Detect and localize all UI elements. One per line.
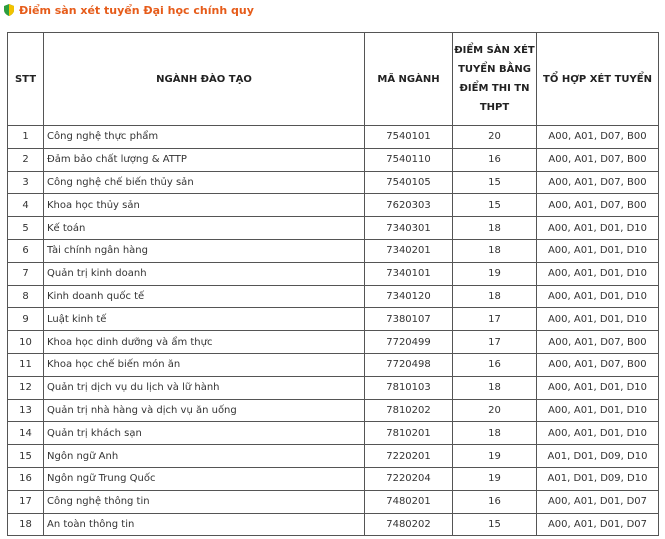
table-row — [8, 148, 659, 171]
cell-combo: A00, A01, D01, D10 — [537, 422, 659, 445]
cell-score: 17 — [453, 331, 537, 354]
cell-score: 19 — [453, 262, 537, 285]
cell-stt: 15 — [8, 445, 44, 468]
cell-stt: 6 — [8, 239, 44, 262]
header-combo: TỔ HỢP XÉT TUYỂN — [537, 33, 659, 126]
table-header-row — [8, 33, 659, 126]
cell-major: Quản trị dịch vụ du lịch và lữ hành — [44, 376, 365, 399]
cell-stt: 14 — [8, 422, 44, 445]
cell-score: 18 — [453, 217, 537, 240]
cell-major: An toàn thông tin — [44, 513, 365, 536]
cell-code: 7220201 — [365, 445, 453, 468]
cell-major: Quản trị nhà hàng và dịch vụ ăn uống — [44, 399, 365, 422]
header-code: MÃ NGÀNH — [365, 33, 453, 126]
cell-score: 20 — [453, 126, 537, 149]
table-row — [8, 422, 659, 445]
cell-code: 7480201 — [365, 490, 453, 513]
cell-score: 18 — [453, 285, 537, 308]
cell-major: Khoa học thủy sản — [44, 194, 365, 217]
cell-major: Đảm bảo chất lượng & ATTP — [44, 148, 365, 171]
cell-major: Ngôn ngữ Anh — [44, 445, 365, 468]
table-row — [8, 239, 659, 262]
table-row — [8, 194, 659, 217]
table-row — [8, 217, 659, 240]
cell-stt: 4 — [8, 194, 44, 217]
cell-major: Khoa học chế biến món ăn — [44, 353, 365, 376]
cell-major: Khoa học dinh dưỡng và ẩm thực — [44, 331, 365, 354]
cell-stt: 1 — [8, 126, 44, 149]
cell-major: Tài chính ngân hàng — [44, 239, 365, 262]
cell-score: 16 — [453, 353, 537, 376]
cell-code: 7540110 — [365, 148, 453, 171]
cell-combo: A00, A01, D01, D10 — [537, 239, 659, 262]
cell-stt: 17 — [8, 490, 44, 513]
cell-combo: A00, A01, D01, D07 — [537, 513, 659, 536]
table-row — [8, 126, 659, 149]
cell-code: 7340120 — [365, 285, 453, 308]
cell-code: 7540101 — [365, 126, 453, 149]
cell-major: Quản trị khách sạn — [44, 422, 365, 445]
table-row — [8, 513, 659, 536]
cell-code: 7720499 — [365, 331, 453, 354]
cell-score: 18 — [453, 239, 537, 262]
cell-stt: 12 — [8, 376, 44, 399]
cell-code: 7480202 — [365, 513, 453, 536]
cell-combo: A00, A01, D01, D10 — [537, 262, 659, 285]
table-row — [8, 490, 659, 513]
cell-score: 16 — [453, 490, 537, 513]
cell-score: 15 — [453, 513, 537, 536]
cell-score: 19 — [453, 467, 537, 490]
cell-code: 7810202 — [365, 399, 453, 422]
cell-major: Quản trị kinh doanh — [44, 262, 365, 285]
cell-stt: 8 — [8, 285, 44, 308]
section-title: Điểm sàn xét tuyển Đại học chính quy — [19, 3, 254, 17]
cell-stt: 13 — [8, 399, 44, 422]
cell-stt: 16 — [8, 467, 44, 490]
cell-code: 7720498 — [365, 353, 453, 376]
cell-stt: 7 — [8, 262, 44, 285]
cell-stt: 18 — [8, 513, 44, 536]
shield-badge-icon — [4, 4, 14, 16]
cell-score: 19 — [453, 445, 537, 468]
cell-major: Kinh doanh quốc tế — [44, 285, 365, 308]
cell-stt: 10 — [8, 331, 44, 354]
cell-combo: A00, A01, D07, B00 — [537, 331, 659, 354]
cell-combo: A00, A01, D01, D07 — [537, 490, 659, 513]
cell-major: Luật kinh tế — [44, 308, 365, 331]
cell-major: Công nghệ thực phẩm — [44, 126, 365, 149]
header-score: ĐIỂM SÀN XÉT TUYỂN BẰNG ĐIỂM THI TN THPT — [453, 33, 537, 126]
cell-code: 7340301 — [365, 217, 453, 240]
cell-combo: A00, A01, D07, B00 — [537, 171, 659, 194]
cell-code: 7620303 — [365, 194, 453, 217]
header-stt: STT — [8, 33, 44, 126]
table-row — [8, 285, 659, 308]
cell-major: Ngôn ngữ Trung Quốc — [44, 467, 365, 490]
cell-combo: A01, D01, D09, D10 — [537, 445, 659, 468]
cell-score: 18 — [453, 376, 537, 399]
cell-major: Công nghệ thông tin — [44, 490, 365, 513]
table-row — [8, 376, 659, 399]
cell-combo: A00, A01, D07, B00 — [537, 126, 659, 149]
table-row — [8, 308, 659, 331]
cell-score: 20 — [453, 399, 537, 422]
cell-score: 17 — [453, 308, 537, 331]
cell-stt: 9 — [8, 308, 44, 331]
cell-combo: A00, A01, D07, B00 — [537, 353, 659, 376]
cell-stt: 11 — [8, 353, 44, 376]
table-row — [8, 399, 659, 422]
cell-code: 7380107 — [365, 308, 453, 331]
table-row — [8, 171, 659, 194]
table-row — [8, 353, 659, 376]
cell-combo: A00, A01, D07, B00 — [537, 148, 659, 171]
cell-stt: 2 — [8, 148, 44, 171]
cell-stt: 5 — [8, 217, 44, 240]
cell-code: 7220204 — [365, 467, 453, 490]
cell-major: Kế toán — [44, 217, 365, 240]
table-row — [8, 445, 659, 468]
table-row — [8, 262, 659, 285]
cell-code: 7340101 — [365, 262, 453, 285]
cell-score: 15 — [453, 171, 537, 194]
table-row — [8, 467, 659, 490]
cell-combo: A01, D01, D09, D10 — [537, 467, 659, 490]
cell-code: 7810201 — [365, 422, 453, 445]
admission-score-table — [7, 32, 659, 536]
table-row — [8, 331, 659, 354]
cell-major: Công nghệ chế biến thủy sản — [44, 171, 365, 194]
cell-combo: A00, A01, D01, D10 — [537, 285, 659, 308]
cell-combo: A00, A01, D01, D10 — [537, 217, 659, 240]
cell-combo: A00, A01, D01, D10 — [537, 376, 659, 399]
cell-combo: A00, A01, D01, D10 — [537, 308, 659, 331]
cell-stt: 3 — [8, 171, 44, 194]
cell-combo: A00, A01, D07, B00 — [537, 194, 659, 217]
cell-code: 7340201 — [365, 239, 453, 262]
cell-combo: A00, A01, D01, D10 — [537, 399, 659, 422]
cell-score: 16 — [453, 148, 537, 171]
cell-score: 18 — [453, 422, 537, 445]
header-major: NGÀNH ĐÀO TẠO — [44, 33, 365, 126]
section-heading — [4, 1, 254, 19]
cell-code: 7810103 — [365, 376, 453, 399]
cell-code: 7540105 — [365, 171, 453, 194]
cell-score: 15 — [453, 194, 537, 217]
